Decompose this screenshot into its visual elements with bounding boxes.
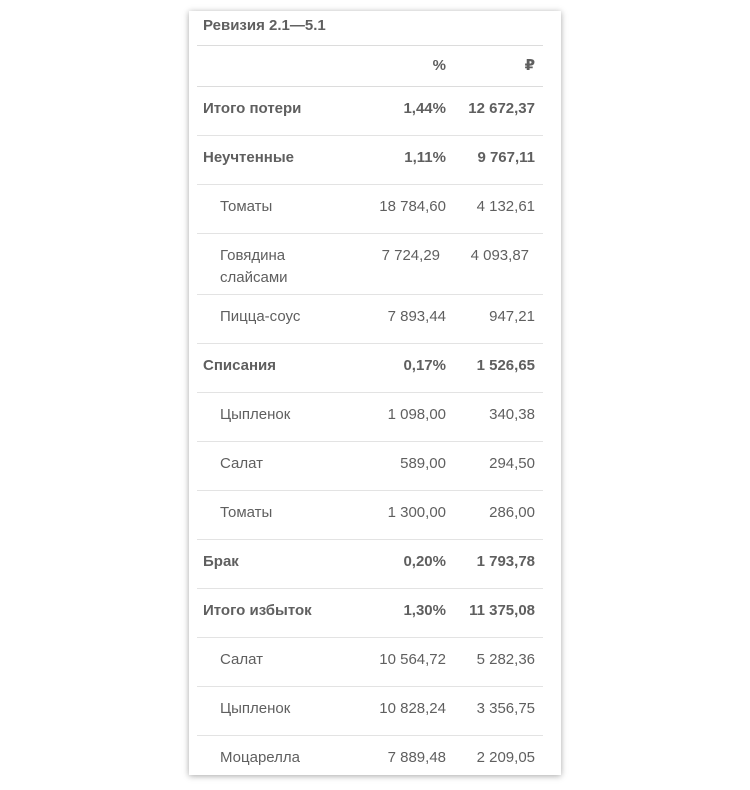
- table-row[interactable]: [197, 491, 543, 540]
- table-row[interactable]: [197, 442, 543, 491]
- row-rub: 286,00: [489, 504, 535, 521]
- row-value: 10 564,72: [379, 651, 446, 668]
- table-row[interactable]: [197, 295, 543, 344]
- row-rub: 3 356,75: [476, 700, 535, 717]
- row-rub: 1 793,78: [476, 553, 535, 570]
- revision-title: Ревизия 2.1—5.1: [197, 11, 543, 46]
- row-value: 7 889,48: [387, 749, 446, 766]
- table-body: [197, 87, 543, 782]
- row-name: Неучтенные: [203, 149, 294, 166]
- table-row[interactable]: [197, 87, 543, 136]
- row-name: Пицца-соус: [220, 308, 301, 325]
- header-percent: %: [432, 57, 446, 74]
- row-name: Брак: [203, 553, 239, 570]
- row-rub: 11 375,08: [469, 602, 535, 619]
- row-name: Итого потери: [203, 100, 302, 117]
- table-row[interactable]: [197, 638, 543, 687]
- row-value: 7 724,29: [381, 247, 440, 264]
- row-percent: 1,11%: [404, 149, 446, 166]
- row-percent: 1,44%: [403, 100, 446, 117]
- row-name: Цыпленок: [220, 700, 291, 717]
- table-row[interactable]: [197, 540, 543, 589]
- row-value: 10 828,24: [379, 700, 446, 717]
- row-rub: 12 672,37: [468, 100, 535, 117]
- row-percent: 1,30%: [403, 602, 446, 619]
- row-name: Итого избыток: [203, 602, 312, 619]
- row-percent: 0,17%: [403, 357, 446, 374]
- table-row[interactable]: [197, 687, 543, 736]
- row-rub: 9 767,11: [477, 149, 535, 166]
- table-row[interactable]: [197, 185, 543, 234]
- table-row[interactable]: [197, 136, 543, 185]
- row-name: Списания: [203, 357, 277, 374]
- row-rub: 5 282,36: [476, 651, 535, 668]
- row-name: Говядина слайсами: [220, 247, 288, 286]
- row-name: Томаты: [220, 504, 273, 521]
- row-rub: 340,38: [489, 406, 535, 423]
- row-rub: 1 526,65: [476, 357, 535, 374]
- row-rub: 4 093,87: [470, 247, 529, 264]
- row-name: Салат: [220, 651, 263, 668]
- table-row[interactable]: [197, 589, 543, 638]
- row-value: 1 098,00: [387, 406, 446, 423]
- row-percent: 0,20%: [403, 553, 446, 570]
- row-rub: 2 209,05: [476, 749, 535, 766]
- table-row[interactable]: [197, 736, 543, 782]
- row-name: Моцарелла: [220, 749, 300, 766]
- row-value: 589,00: [400, 455, 446, 472]
- row-name: Томаты: [220, 198, 273, 215]
- table-row[interactable]: [197, 234, 543, 295]
- row-value: 18 784,60: [379, 198, 446, 215]
- row-name: Цыпленок: [220, 406, 291, 423]
- row-value: 7 893,44: [387, 308, 446, 325]
- row-rub: 4 132,61: [476, 198, 535, 215]
- row-value: 1 300,00: [387, 504, 446, 521]
- row-rub: 947,21: [489, 308, 535, 325]
- row-name: Салат: [220, 455, 263, 472]
- table-row[interactable]: [197, 344, 543, 393]
- row-rub: 294,50: [489, 455, 535, 472]
- table-row[interactable]: [197, 393, 543, 442]
- header-rub: ₽: [524, 57, 535, 74]
- revision-card: [189, 11, 561, 775]
- table-header: [197, 46, 543, 87]
